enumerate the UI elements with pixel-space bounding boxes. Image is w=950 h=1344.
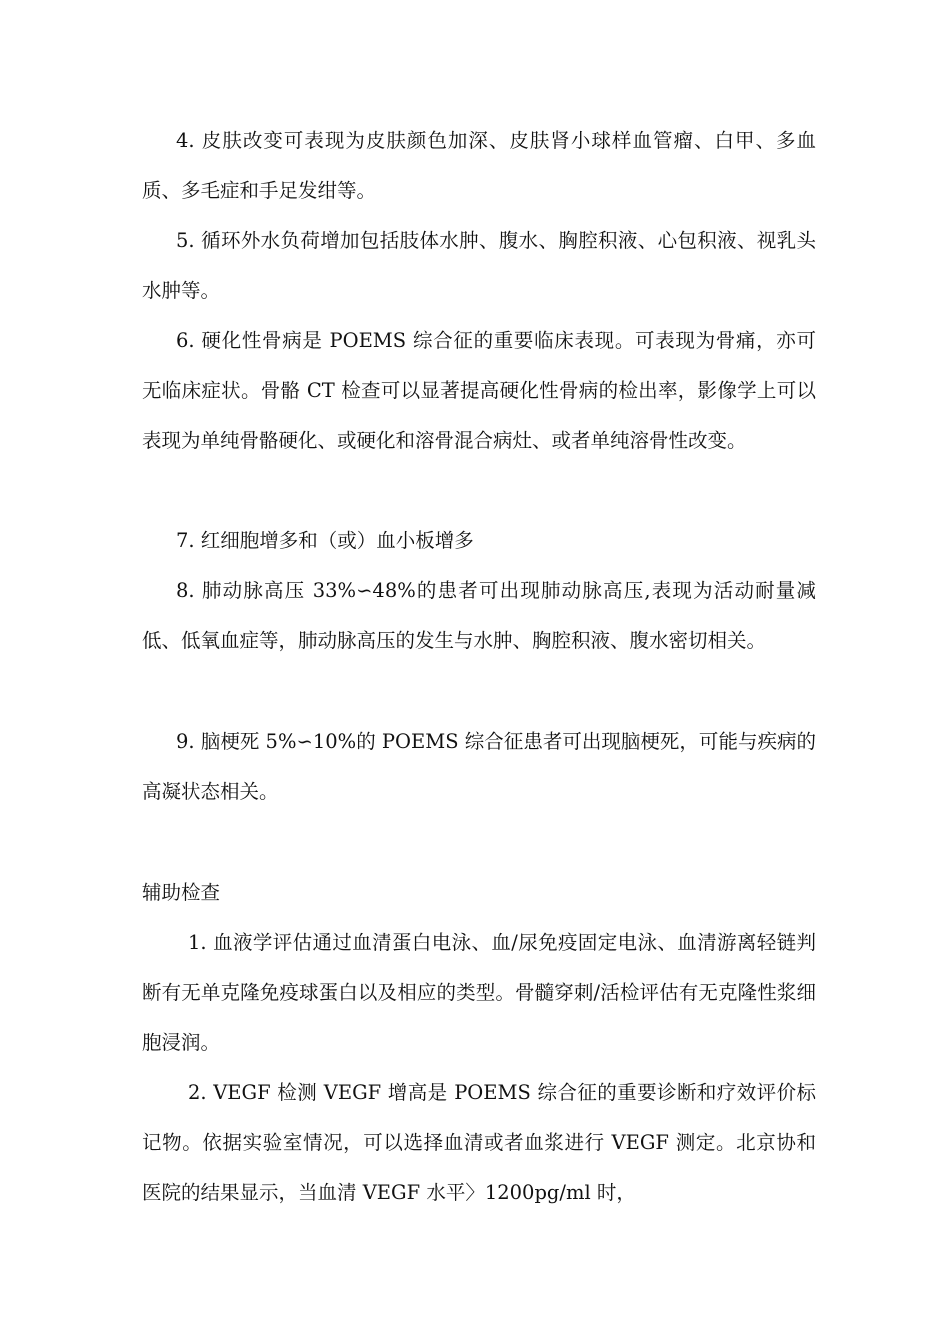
exam-item-2: 2. VEGF 检测 VEGF 增高是 POEMS 综合征的重要诊断和疗效评价标记物。依据实验室情况，可以选择血清或者血浆进行 VEGF 测定。北京协和医院的结果显示，当血清 VEGF 水平〉1200pg/ml 时， [142,1081,816,1204]
paragraph-item-8: 8. 肺动脉高压 33%∽48%的患者可出现肺动脉高压,表现为活动耐量减低、低氧血症等，肺动脉高压的发生与水肿、胸腔积液、腹水密切相关。 [142,579,816,652]
section-heading: 辅助检查 [142,881,221,904]
paragraph-item-5: 5. 循环外水负荷增加包括肢体水肿、腹水、胸腔积液、心包积液、视乳头水肿等。 [142,229,816,302]
paragraph-item-9: 9. 脑梗死 5%∽10%的 POEMS 综合征患者可出现脑梗死，可能与疾病的高凝状态相关。 [142,730,816,803]
paragraph-item-6: 6. 硬化性骨病是 POEMS 综合征的重要临床表现。可表现为骨痛，亦可无临床症状。骨骼 CT 检查可以显著提高硬化性骨病的检出率，影像学上可以表现为单纯骨骼硬化、或硬化和溶骨混合病灶、或者单纯溶骨性改变。 [142,329,816,452]
exam-item-1: 1. 血液学评估通过血清蛋白电泳、血/尿免疫固定电泳、血清游离轻链判断有无单克隆免疫球蛋白以及相应的类型。骨髓穿刺/活检评估有无克隆性浆细胞浸润。 [142,931,816,1054]
paragraph-item-4: 4. 皮肤改变可表现为皮肤颜色加深、皮肤肾小球样血管瘤、白甲、多血质、多毛症和手足发绀等。 [142,129,816,202]
paragraph-item-7: 7. 红细胞增多和（或）血小板增多 [176,529,474,552]
